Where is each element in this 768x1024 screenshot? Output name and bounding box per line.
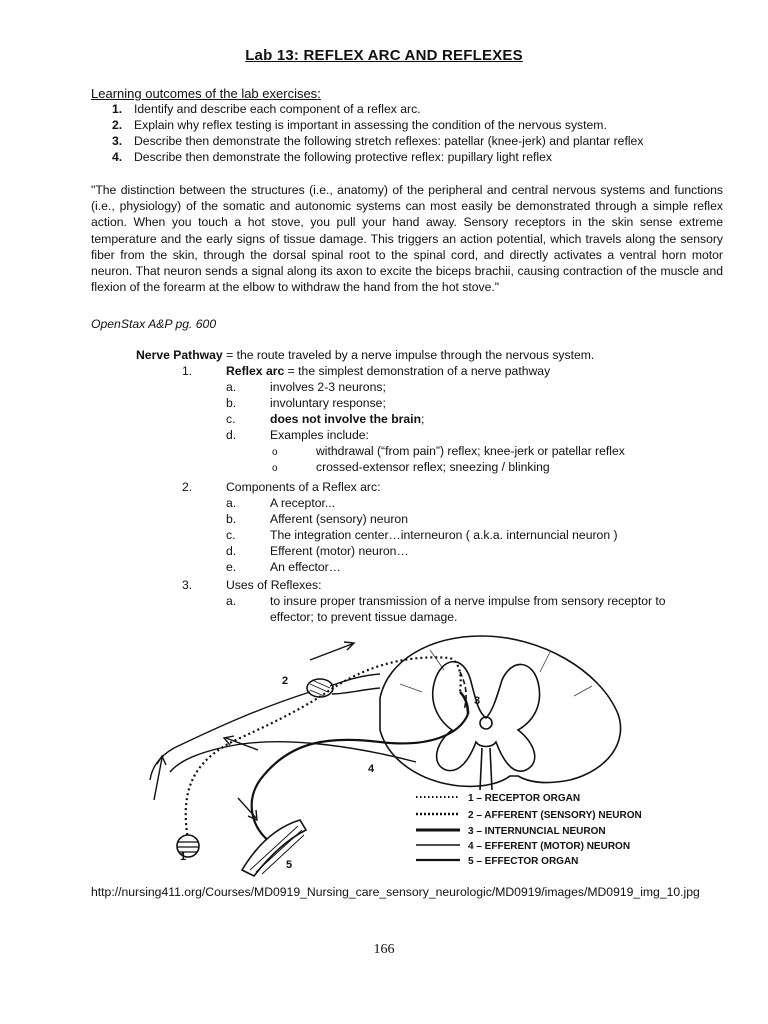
sub-letter: c. <box>226 528 236 542</box>
learning-outcome-item <box>112 149 643 165</box>
sub-letter: c. <box>226 412 236 426</box>
arrow-sensory-in <box>154 756 166 800</box>
sub-item-text: involuntary response; <box>270 396 386 410</box>
label-3: 3 <box>474 695 481 707</box>
learning-outcome-item <box>112 117 643 133</box>
reflex-arc-term: Reflex arc <box>226 364 285 378</box>
sub-letter: b. <box>226 396 237 410</box>
punctuation: ; <box>421 412 425 426</box>
sub-item-text: Afferent (sensory) neuron <box>270 512 408 526</box>
nerve-pathway-term: Nerve Pathway <box>136 348 223 362</box>
outcome-number: 4. <box>112 150 123 164</box>
bullet-text: withdrawal (“from pain”) reflex; knee-jerk or patellar reflex <box>316 444 625 458</box>
label-1: 1 <box>180 851 187 863</box>
spinal-nerve-upper <box>150 692 310 780</box>
sub-item-text <box>270 411 424 427</box>
sub-letter: a. <box>226 380 237 394</box>
efferent-neuron-path <box>252 714 468 842</box>
reflex-arc-diagram <box>130 630 692 878</box>
legend-item: 3 – INTERNUNCIAL NEURON <box>468 826 606 837</box>
sub-item-text: Efferent (motor) neuron… <box>270 544 409 558</box>
section-number: 3. <box>182 578 193 592</box>
legend-item: 4 – EFFERENT (MOTOR) NEURON <box>468 841 631 852</box>
sub-item-text: involves 2-3 neurons; <box>270 380 386 394</box>
learning-outcomes-heading <box>91 86 321 101</box>
ganglion-hatching <box>310 680 330 696</box>
learning-outcomes-heading-text: Learning outcomes of the lab exercises <box>91 86 318 101</box>
sub-letter: d. <box>226 544 237 558</box>
sub-item-text: The integration center…interneuron ( a.k.a. internuncial neuron ) <box>270 528 618 542</box>
ventral-fissure <box>480 748 492 790</box>
sub-letter: d. <box>226 428 237 442</box>
learning-outcomes-list <box>112 101 643 165</box>
learning-outcome-item <box>112 133 643 149</box>
sub-letter: a. <box>226 496 237 510</box>
outcome-number: 1. <box>112 102 123 116</box>
bullet-marker: o <box>272 463 278 474</box>
sub-item-text: Examples include: <box>270 428 369 442</box>
legend-item: 2 – AFFERENT (SENSORY) NEURON <box>468 810 642 821</box>
nerve-pathway-def-text: = the route traveled by a nerve impulse through the nervous system. <box>222 348 595 362</box>
arrow-sensory-up <box>310 642 354 660</box>
outcome-number: 3. <box>112 134 123 148</box>
label-4: 4 <box>368 763 375 775</box>
label-5: 5 <box>286 859 293 871</box>
sub-letter: a. <box>226 594 237 608</box>
page-number: 166 <box>373 942 395 957</box>
nerve-pathway-definition <box>136 347 594 363</box>
legend-item: 1 – RECEPTOR ORGAN <box>468 793 581 804</box>
sub-item-text: effector; to prevent tissue damage. <box>270 610 458 624</box>
bullet-marker: o <box>272 447 278 458</box>
learning-outcome-item <box>112 101 643 117</box>
sub-item-text: A receptor... <box>270 496 336 510</box>
learning-outcomes-colon: : <box>317 86 321 101</box>
dorsal-root <box>330 674 380 694</box>
section-number: 2. <box>182 480 193 494</box>
label-2: 2 <box>282 675 289 687</box>
sub-item-text: An effector… <box>270 560 341 574</box>
outcome-text: Explain why reflex testing is important in assessing the condition of the nervous system. <box>134 118 607 132</box>
openstax-quote: "The distinction between the structures (i.e., anatomy) of the peripheral and central nervous systems and functions (i.e., physiology) of the somatic and autonomic systems can most easily be demonstrated through a simple reflex action. When you touch a hot stove, you pull your hand away. Sensory receptors in the skin sense extreme temperature and the early signs of tissue damage. This triggers an action potential, which travels along the sensory fiber from the skin, through the dorsal spinal root to the spinal cord, and directly activates a ventral horn motor neuron. That neuron sends a signal along its axon to excite the biceps brachii, causing contraction of the muscle and flexion of the forearm at the elbow to withdraw the hand from the hot stove." <box>91 183 723 295</box>
spinal-nerve-lower <box>170 742 416 772</box>
sub-item-text: to insure proper transmission of a nerve impulse from sensory receptor to <box>270 594 666 608</box>
outcome-text: Describe then demonstrate the following stretch reflexes: patellar (knee-jerk) and plantar reflex <box>134 134 644 148</box>
legend-item: 5 – EFFECTOR ORGAN <box>468 856 579 867</box>
arrow-to-effector <box>238 798 257 820</box>
sub-letter: e. <box>226 560 237 574</box>
image-source-url: http://nursing411.org/Courses/MD0919_Nursing_care_sensory_neurologic/MD0919/images/MD0919_img_10.jpg <box>91 885 700 899</box>
section-heading: Uses of Reflexes: <box>226 578 322 592</box>
outcome-text: Identify and describe each component of a reflex arc. <box>134 102 421 116</box>
emphasis-text: does not involve the brain <box>270 412 422 426</box>
section-number: 1. <box>182 364 193 378</box>
sub-letter: b. <box>226 512 237 526</box>
outcome-number: 2. <box>112 118 123 132</box>
quote-citation: OpenStax A&P pg. 600 <box>91 317 217 331</box>
page-title: Lab 13: REFLEX ARC AND REFLEXES <box>245 47 523 64</box>
reflex-arc-definition <box>226 363 550 379</box>
reflex-arc-def-text: = the simplest demonstration of a nerve pathway <box>284 364 551 378</box>
outcome-text: Describe then demonstrate the following protective reflex: pupillary light reflex <box>134 150 552 164</box>
diagram-legend <box>416 793 642 867</box>
section-heading: Components of a Reflex arc: <box>226 480 381 494</box>
bullet-text: crossed-extensor reflex; sneezing / blinking <box>316 460 550 474</box>
